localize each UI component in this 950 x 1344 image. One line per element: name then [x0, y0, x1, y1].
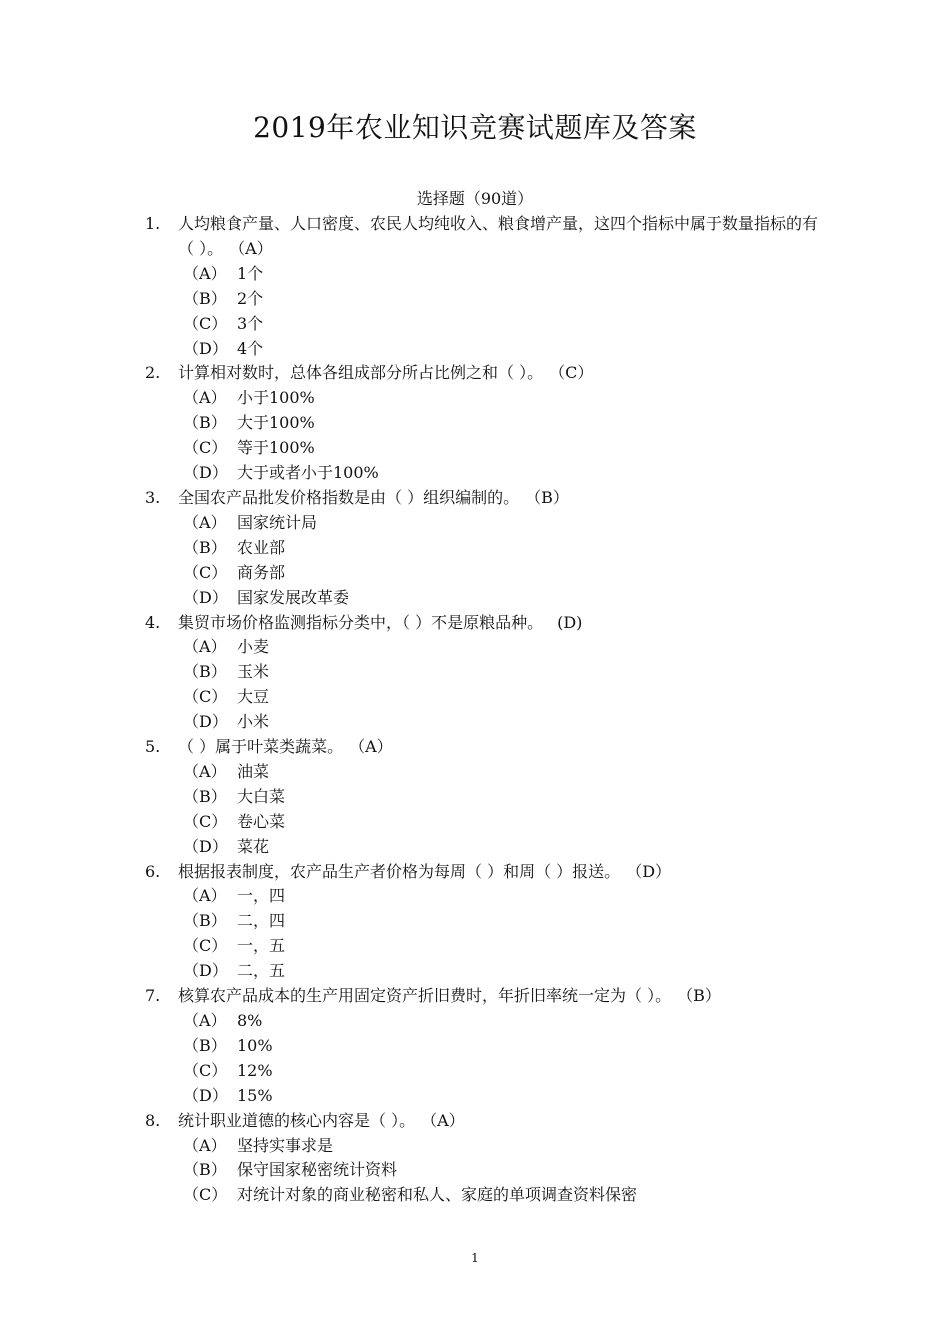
option-key: （D） — [183, 1085, 228, 1105]
question-text-wrap — [178, 984, 825, 1009]
question-text: 核算农产品成本的生产用固定资产折旧费时，年折旧率统一定为（ ）。 — [178, 986, 672, 1006]
question-item — [145, 212, 825, 361]
answer-option — [145, 337, 825, 362]
option-key: （D） — [183, 338, 228, 358]
option-key: （B） — [183, 537, 227, 557]
question-text: 计算相对数时，总体各组成部分所占比例之和（ ）。 — [178, 363, 544, 383]
question-text: 全国农产品批发价格指数是由（ ）组织编制的。 — [178, 487, 520, 507]
answer-option — [145, 1059, 825, 1084]
question-stem — [145, 486, 825, 511]
answer-option — [145, 959, 825, 984]
option-key: （A） — [183, 263, 227, 283]
option-key: （C） — [183, 687, 228, 707]
option-text: 保守国家秘密统计资料 — [237, 1160, 398, 1180]
answer-option — [145, 909, 825, 934]
option-text: 一，五 — [237, 936, 286, 956]
option-key: （C） — [183, 313, 228, 333]
question-text-wrap — [178, 860, 825, 885]
question-text: 统计职业道德的核心内容是（ ）。 — [178, 1110, 416, 1130]
answer-option — [145, 287, 825, 312]
option-text: 坚持实事求是 — [237, 1135, 334, 1155]
option-key: （D） — [183, 712, 228, 732]
option-text: 2个 — [237, 288, 264, 308]
option-key: （C） — [183, 936, 228, 956]
question-number: 6. — [145, 861, 161, 881]
option-key: （B） — [183, 662, 227, 682]
question-answer: （C） — [557, 363, 594, 383]
question-stem — [145, 860, 825, 885]
question-item — [145, 611, 825, 736]
option-key: （B） — [183, 288, 227, 308]
option-text: 3个 — [237, 313, 264, 333]
option-text: 国家发展改革委 — [237, 587, 350, 607]
document-title: 2019年农业知识竞赛试题库及答案 — [253, 111, 697, 144]
answer-option — [145, 1034, 825, 1059]
option-key: （B） — [183, 911, 227, 931]
option-text: 1个 — [237, 263, 264, 283]
option-key: （A） — [183, 1135, 227, 1155]
question-number: 3. — [145, 487, 161, 507]
question-text: 集贸市场价格监测指标分类中，（ ）不是原粮品种。 — [178, 612, 544, 632]
option-text: 12% — [237, 1060, 273, 1080]
answer-option — [145, 536, 825, 561]
question-number: 5. — [145, 737, 161, 757]
question-item — [145, 361, 825, 486]
option-text: 8% — [237, 1011, 263, 1030]
question-text-wrap — [178, 361, 825, 386]
answer-option — [145, 1084, 825, 1109]
question-stem — [145, 984, 825, 1009]
answer-option — [145, 1134, 825, 1159]
answer-option — [145, 461, 825, 486]
option-key: （D） — [183, 961, 228, 981]
option-key: （A） — [183, 388, 227, 408]
option-text: 等于100% — [237, 438, 315, 458]
answer-option — [145, 561, 825, 586]
question-text-wrap — [178, 1109, 825, 1134]
page-number: 1 — [471, 1251, 479, 1265]
option-text: 4个 — [237, 338, 264, 358]
answer-option — [145, 810, 825, 835]
option-text: 油菜 — [237, 761, 270, 781]
question-stem — [145, 1109, 825, 1134]
option-text: 小于100% — [237, 388, 315, 408]
question-stem — [145, 611, 825, 636]
option-text: 农业部 — [237, 537, 286, 557]
option-key: （D） — [183, 587, 228, 607]
question-text-wrap — [178, 486, 825, 511]
question-number: 1. — [145, 214, 161, 233]
answer-option — [145, 586, 825, 611]
answer-option — [145, 635, 825, 660]
option-key: （D） — [183, 836, 228, 856]
option-key: （A） — [183, 761, 227, 781]
question-answer: （B） — [685, 986, 721, 1006]
question-number: 2. — [145, 363, 161, 383]
option-key: （B） — [183, 1160, 227, 1180]
option-key: （C） — [183, 1060, 228, 1080]
answer-option — [145, 262, 825, 287]
option-key: （A） — [183, 637, 227, 657]
question-text: 根据报表制度，农产品生产者价格为每周（ ）和周（ ）报送。 — [178, 861, 621, 881]
answer-option — [145, 436, 825, 461]
question-stem — [145, 212, 825, 262]
question-list — [145, 212, 825, 1208]
section-title: 选择题（90道） — [416, 189, 534, 208]
question-number: 8. — [145, 1110, 161, 1130]
answer-option — [145, 386, 825, 411]
option-text: 菜花 — [237, 836, 270, 856]
answer-option — [145, 884, 825, 909]
option-key: （C） — [183, 1185, 228, 1205]
answer-option — [145, 1009, 825, 1034]
question-stem — [145, 361, 825, 386]
option-text: 10% — [237, 1035, 273, 1055]
option-key: （B） — [183, 413, 227, 433]
answer-option — [145, 785, 825, 810]
option-text: 商务部 — [237, 562, 286, 582]
option-key: （C） — [183, 562, 228, 582]
option-text: 大于或者小于100% — [237, 463, 379, 483]
option-key: （C） — [183, 438, 228, 458]
option-key: （A） — [183, 886, 227, 906]
question-answer: （A） — [357, 737, 393, 757]
option-text: 二，五 — [237, 961, 286, 981]
question-item — [145, 984, 825, 1109]
question-answer: (D) — [557, 612, 583, 632]
option-text: 大于100% — [237, 413, 315, 433]
option-key: （B） — [183, 786, 227, 806]
option-key: （A） — [183, 1011, 227, 1030]
question-item — [145, 1109, 825, 1209]
question-answer: （B） — [533, 487, 569, 507]
question-answer: （A） — [429, 1110, 465, 1130]
option-text: 卷心菜 — [237, 811, 286, 831]
option-text: 15% — [237, 1085, 273, 1105]
answer-option — [145, 511, 825, 536]
option-key: （D） — [183, 463, 228, 483]
answer-option — [145, 660, 825, 685]
question-text: 人均粮食产量、人口密度、农民人均纯收入、粮食增产量，这四个指标中属于数量指标的有（ ）。 — [178, 214, 819, 258]
answer-option — [145, 710, 825, 735]
option-text: 玉米 — [237, 662, 270, 682]
question-number: 7. — [145, 986, 161, 1006]
answer-option — [145, 760, 825, 785]
question-answer: （D） — [634, 861, 672, 881]
option-text: 小麦 — [237, 637, 270, 657]
option-text: 国家统计局 — [237, 512, 318, 532]
question-stem — [145, 735, 825, 760]
answer-option — [145, 835, 825, 860]
answer-option — [145, 1183, 825, 1208]
question-text: （ ）属于叶菜类蔬菜。 — [178, 737, 344, 757]
question-text-wrap — [178, 735, 825, 760]
answer-option — [145, 411, 825, 436]
question-text-wrap — [178, 611, 825, 636]
answer-option — [145, 312, 825, 337]
question-answer: （A） — [237, 238, 273, 258]
option-text: 大白菜 — [237, 786, 286, 806]
option-text: 大豆 — [237, 687, 270, 707]
question-item — [145, 860, 825, 985]
question-item — [145, 486, 825, 611]
option-text: 小米 — [237, 712, 270, 732]
answer-option — [145, 1158, 825, 1183]
option-text: 对统计对象的商业秘密和私人、家庭的单项调查资料保密 — [237, 1185, 638, 1205]
option-key: （C） — [183, 811, 228, 831]
option-text: 一，四 — [237, 886, 286, 906]
answer-option — [145, 685, 825, 710]
answer-option — [145, 934, 825, 959]
option-key: （A） — [183, 512, 227, 532]
question-number: 4. — [145, 612, 161, 632]
question-text-wrap — [178, 212, 825, 262]
option-key: （B） — [183, 1035, 227, 1055]
option-text: 二，四 — [237, 911, 286, 931]
question-item — [145, 735, 825, 860]
